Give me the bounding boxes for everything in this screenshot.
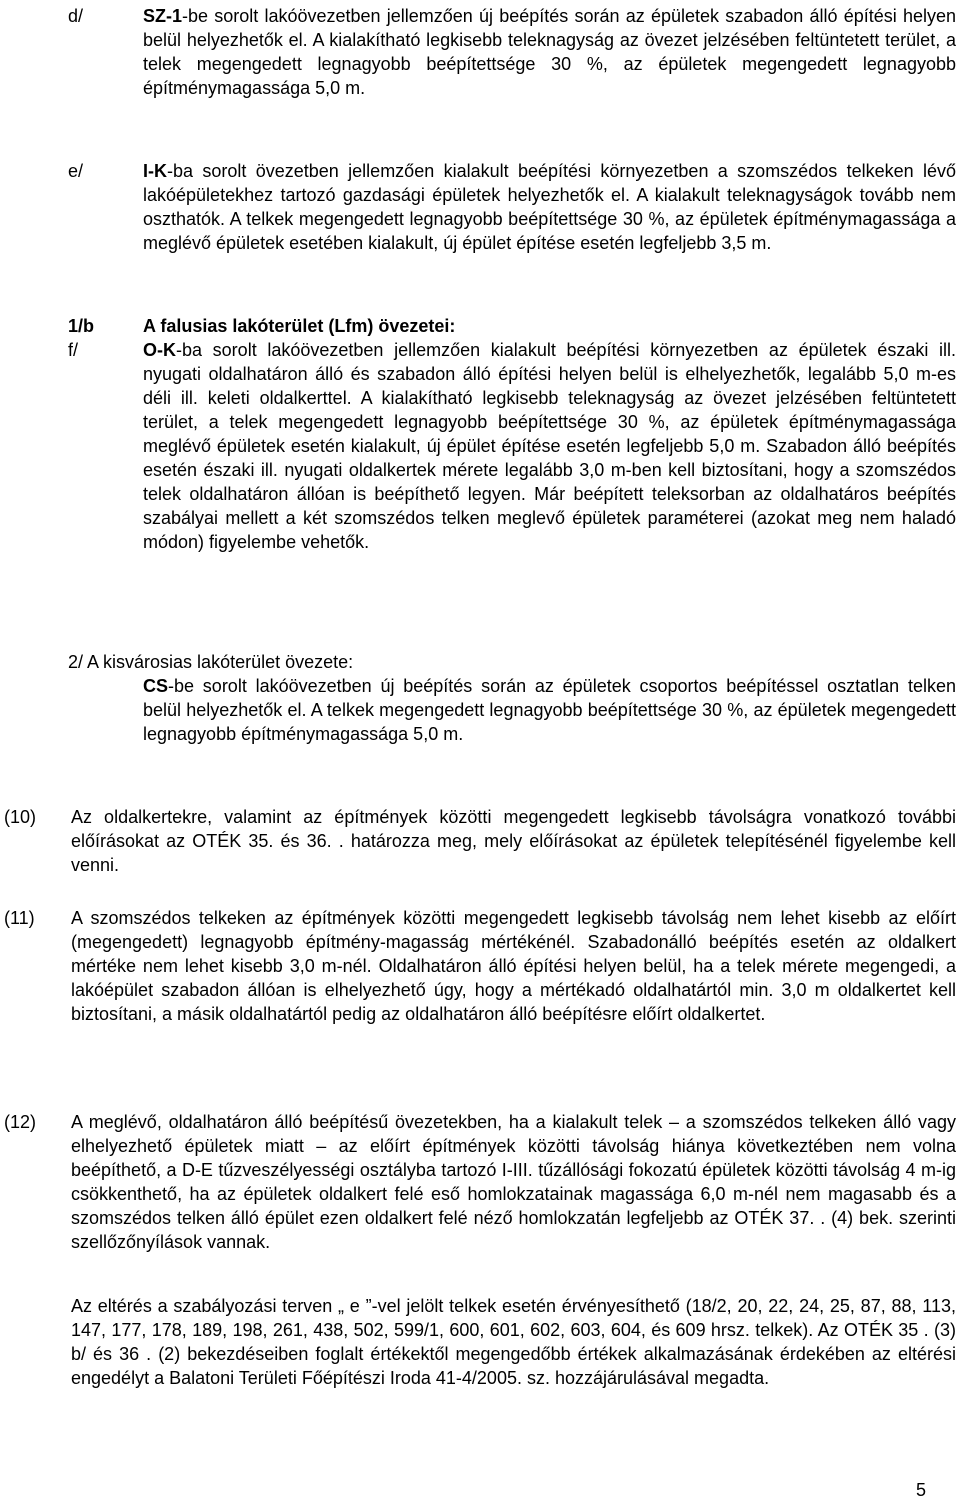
paragraph-12-continuation [71,1294,956,1390]
paragraph-11-text: A szomszédos telkeken az építmények közötti megengedett legkisebb távolság nem lehet kisebb az előírt (megengedett) legnagyobb építmény-magasság mértékénél. Szabadonálló beépítés esetén az oldalkert mértéke nem lehet kisebb 3,0 m-nél. Oldalhatáron álló építési helyen belül, ha a telek mérete megengedi, a lakóépület szabadon állóan is elhelyezhető úgy, hogy a mértékadó oldalhatártól min. 3,0 m oldalkertet kell biztosítani, a másik oldalhatártól pedig az oldalhatáron álló beépítésre előírt oldalkertet. [71,908,956,1024]
item-marker-f: f/ [68,340,79,360]
zone-code-cs: CS [143,676,169,696]
item-d-paragraph [143,4,956,100]
section-marker-1b: 1/b [68,316,95,336]
item-e-paragraph [143,159,956,255]
paragraph-10-text: Az oldalkertekre, valamint az építmények közötti megengedett legkisebb távolságra vonatkozó további előírásokat az OTÉK 35. és 36. . határozza meg, mely előírásokat az épületek telepítésénél figyelembe kell venni. [71,807,956,875]
section-heading-2: 2/ A kisvárosias lakóterület övezete: [68,652,354,672]
section-heading-1b: A falusias lakóterület (Lfm) övezetei: [143,316,456,336]
item-f-paragraph [143,338,956,554]
item-marker-e: e/ [68,161,84,181]
item-marker-d: d/ [68,6,84,26]
paragraph-number-12: (12) [4,1112,37,1132]
paragraph-12-text: A meglévő, oldalhatáron álló beépítésű övezetekben, ha a kialakult telek – a szomszédos telkeken álló vagy elhelyezhető épületek miatt – az előírt építmények közötti távolság hiánya következtében nem volna beépíthető, a D-E tűzveszélyességi osztályba tartozó I-III. tűzállósági fokozatú épületek közötti távolság 4 m-ig csökkenthető, ha az épületek oldalkert felé eső homlokzatainak magassága 6,0 m-nél nem magasabb és a szomszédos telken álló épület ezen oldalkert felé néző homlokzatán legfeljebb az OTÉK 37. . (4) bek. szerinti szellőzőnyílások vannak. [71,1112,956,1252]
section-2-paragraph [143,674,956,746]
page-number: 5 [915,1480,926,1500]
paragraph-12-text2: Az eltérés a szabályozási terven „ e ”-vel jelölt telkek esetén érvényesíthető (18/2, 20, 22, 24, 25, 87, 88, 113, 147, 177, 178, 189, 198, 261, 438, 502, 599/1, 600, 601, 602, 603, 604, és 609 hrsz. telkek). Az OTÉK 35 . (3) b/ és 36 . (2) bekezdéseiben foglalt értékektől megengedőbb értékek alkalmazásának érdekében az eltérési engedélyt a Balatoni Területi Főépítészi Iroda 41-4/2005. sz. hozzájárulásával megadta. [71,1296,956,1388]
paragraph-number-11: (11) [4,908,35,928]
paragraph-10 [71,805,956,877]
item-e-text: -ba sorolt övezetben jellemzően kialakult beépítési környezetben a szomszédos telkeken lévő lakóépületekhez tartozó gazdasági épületek helyezhetők el. A kialakult teleknagyságok tovább nem oszthatók. A telkek megengedett legnagyobb beépítettsége 30 %, az épületek építménymagassága a meglévő épületek esetében kialakult, új épület építése esetén legfeljebb 3,5 m. [143,161,956,253]
zone-code-ik: I-K [143,161,167,181]
item-d-text: -be sorolt lakóövezetben jellemzően új beépítés során az épületek szabadon álló építési helyen belül helyezhetők el. A kialakítható legkisebb teleknagyság az övezet jelzésében feltüntetett terület, a telek megengedett legnagyobb beépítettsége 30 %, az épületek megengedett legnagyobb építménymagassága 5,0 m. [143,6,956,98]
paragraph-12 [71,1110,956,1254]
section-2-text: -be sorolt lakóövezetben új beépítés során az épületek csoportos beépítéssel osztatlan telken belül helyezhetők el. A telkek megengedett legnagyobb beépítettsége 30 %, az épületek megengedett legnagyobb építménymagassága 5,0 m. [143,676,956,744]
paragraph-number-10: (10) [4,807,37,827]
item-f-text: -ba sorolt lakóövezetben jellemzően kialakult beépítési környezetben az épületek északi ill. nyugati oldalhatáron álló és szabadon álló építési helyen belül is elhelyezhetők, legalább 5,0 m-es déli ill. keleti oldalkerttel. A kialakítható legkisebb teleknagyság az övezet jelzésében feltüntetett terület, a telek megengedett legnagyobb beépítettsége 30 %, az épületek építménymagassága meglévő épületek esetén kialakult, új épület építése esetén legfeljebb 5,0 m. Szabadon álló beépítés esetén északi ill. nyugati oldalkertek mérete legalább 3,0 m-ben kell biztosítani, hogy a szomszédos telek oldalhatáron állóan is beépíthető legyen. Már beépített teleksorban az oldalhatáros beépítés szabályai mellett a két szomszédos telken meglevő épületek paraméterei (azokat meg nem haladó módon) figyelembe vehetők. [143,340,956,552]
paragraph-11 [71,906,956,1026]
zone-code-ok: O-K [143,340,176,360]
zone-code-sz1: SZ-1 [143,6,183,26]
